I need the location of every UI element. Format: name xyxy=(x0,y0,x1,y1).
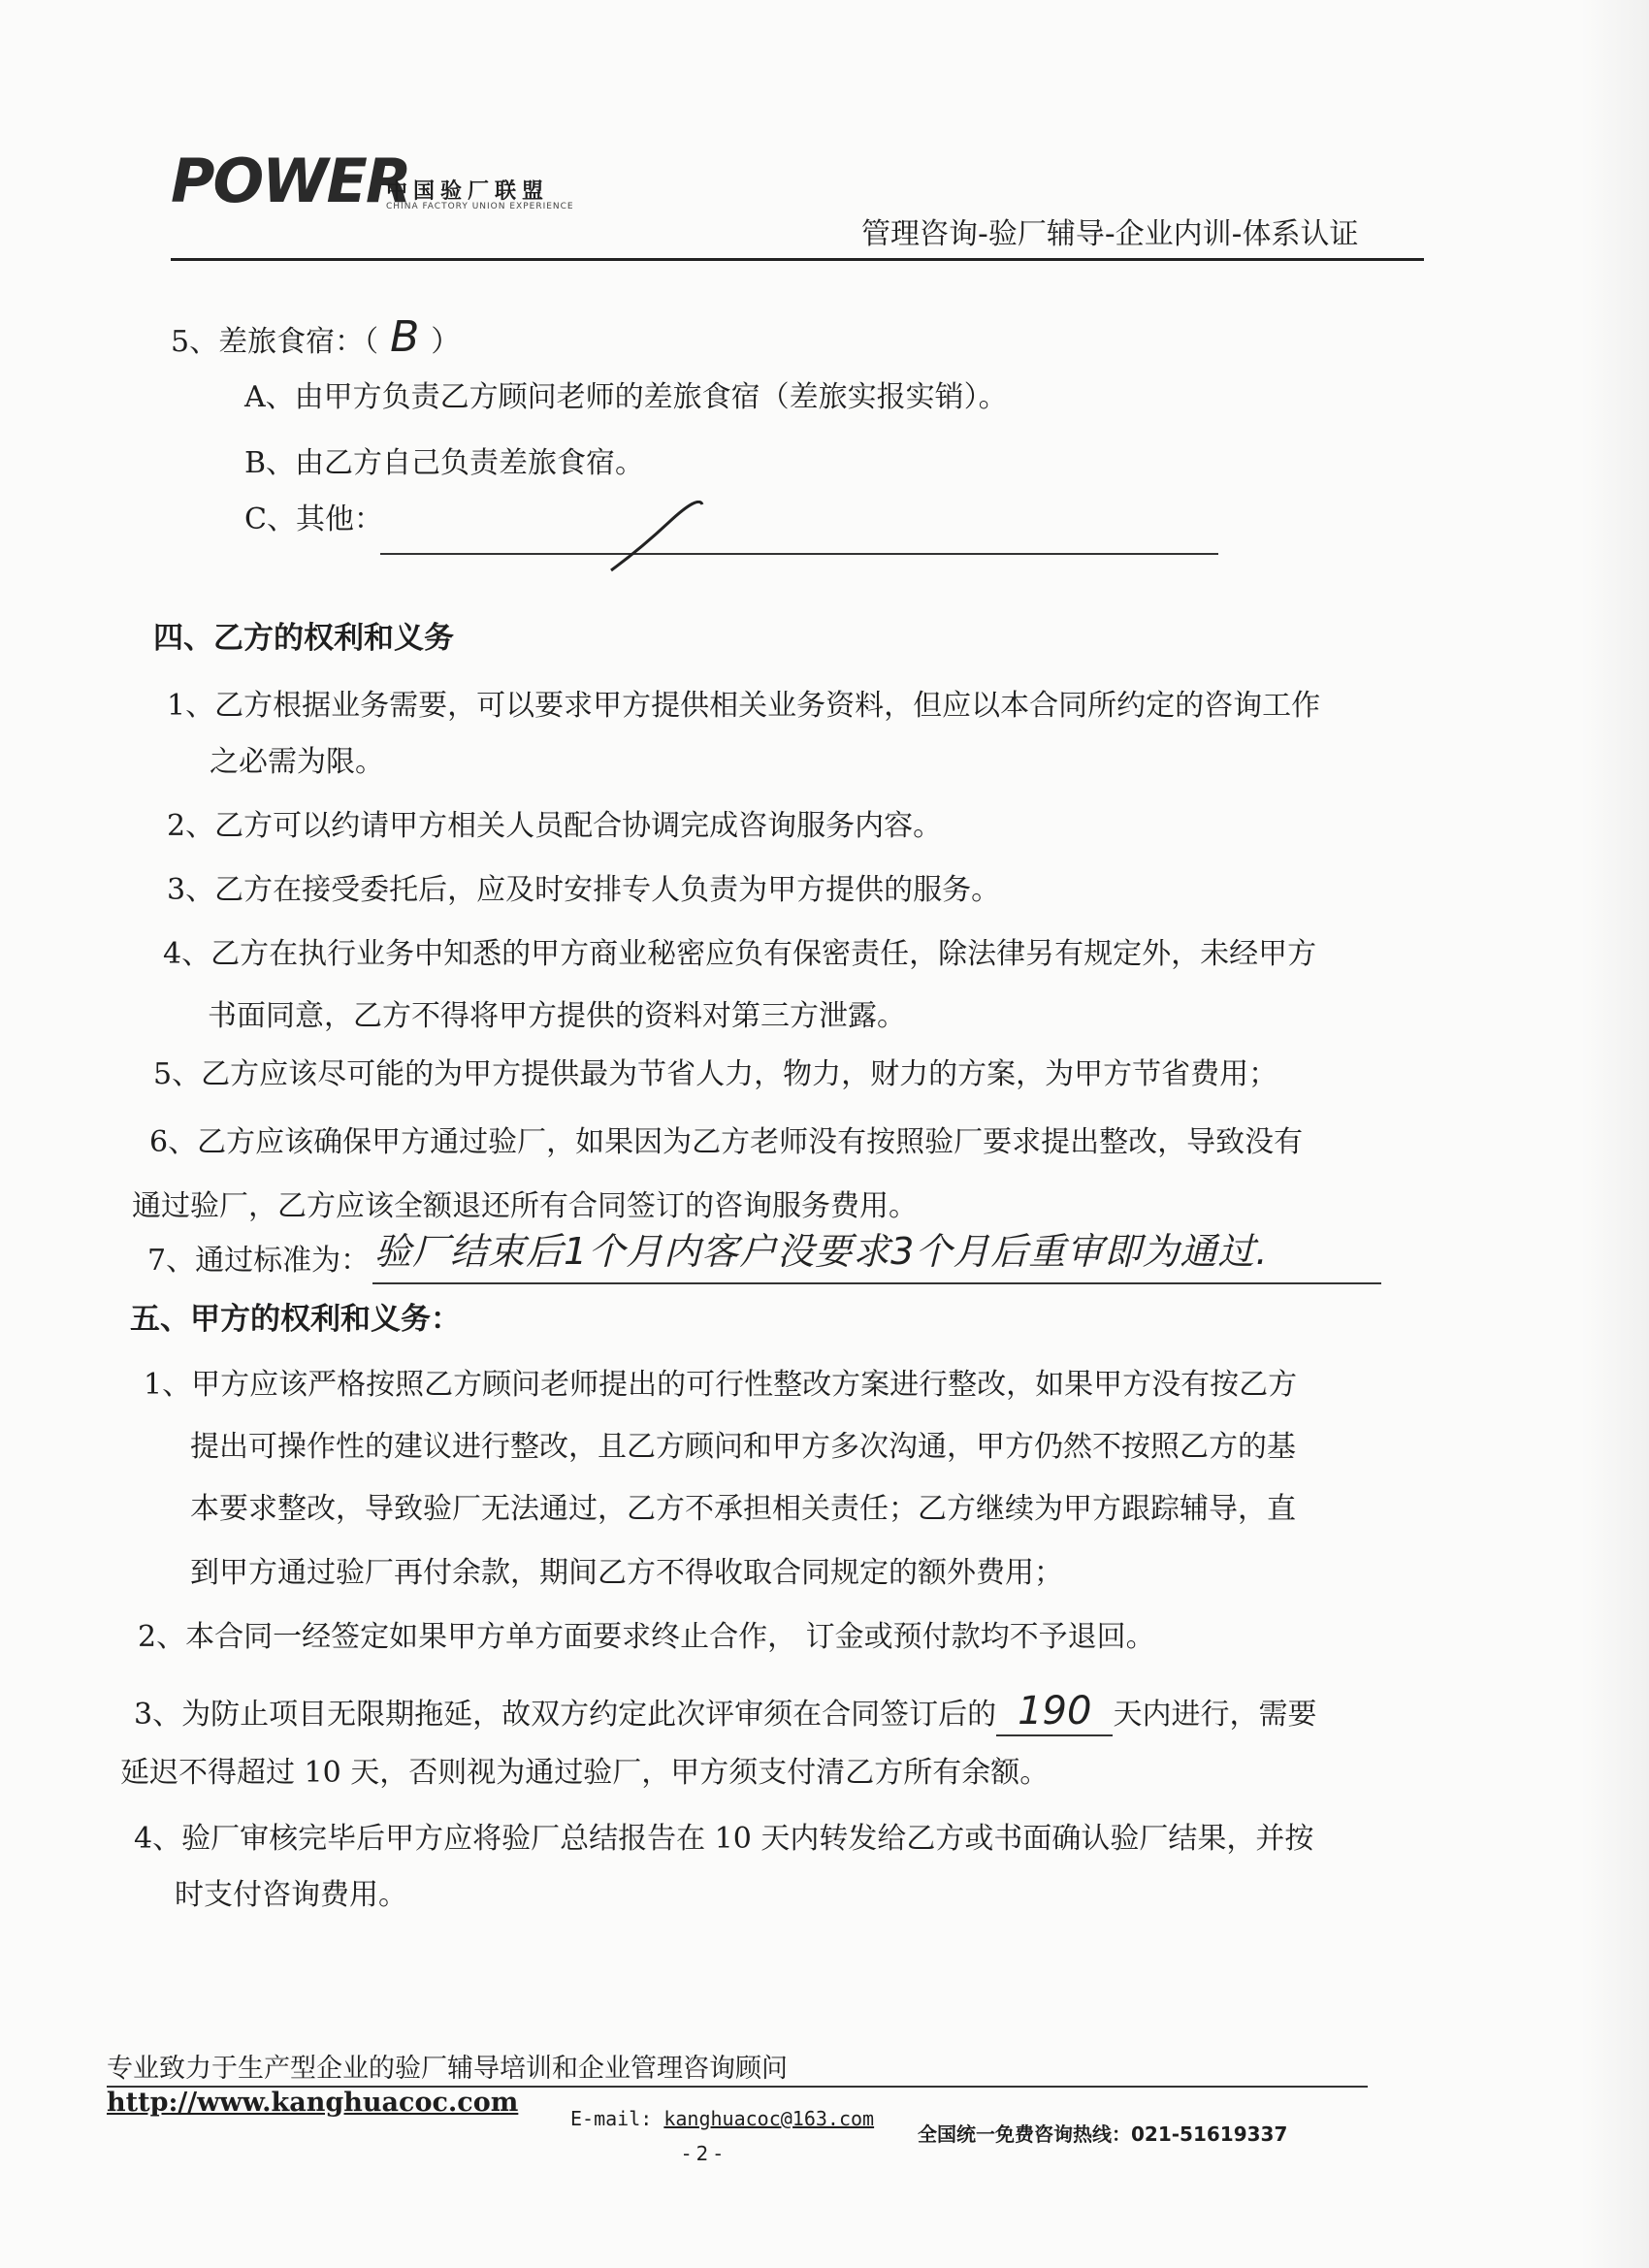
footer-website-link[interactable]: http://www.kanghuacoc.com xyxy=(107,2088,519,2118)
footer-email xyxy=(570,2107,874,2130)
party-b-item-3: 3、乙方在接受委托后，应及时安排专人负责为甲方提供的服务。 xyxy=(167,873,1001,907)
travel-option-c: C、其他： xyxy=(244,502,383,536)
footer-email-label: E-mail: xyxy=(570,2107,653,2130)
party-b-item-5: 5、乙方应该尽可能的为甲方提供最为节省人力，物力，财力的方案，为甲方节省费用； xyxy=(153,1057,1278,1091)
party-a-item-4-cont: 时支付咨询费用。 xyxy=(175,1878,407,1912)
party-b-item-4-cont: 书面同意，乙方不得将甲方提供的资料对第三方泄露。 xyxy=(208,999,906,1033)
header-tagline: 管理咨询-验厂辅导-企业内训-体系认证 xyxy=(861,217,1359,251)
footer-hotline: 全国统一免费咨询热线：021-51619337 xyxy=(918,2122,1288,2146)
party-a-item-1-cont-2: 本要求整改，导致验厂无法通过，乙方不承担相关责任；乙方继续为甲方跟踪辅导，直 xyxy=(190,1492,1296,1526)
pass-standard-line xyxy=(372,1282,1381,1284)
travel-question-label: 5、差旅食宿：（ xyxy=(171,325,379,359)
section-four-heading: 四、乙方的权利和义务 xyxy=(153,621,454,656)
footer-slogan: 专业致力于生产型企业的验厂辅导培训和企业管理咨询顾问 xyxy=(107,2054,788,2084)
party-a-item-3-tail: 天内进行，需要 xyxy=(1113,1698,1317,1732)
party-a-item-4: 4、验厂审核完毕后甲方应将验厂总结报告在 10 天内转发给乙方或书面确认验厂结果，并按 xyxy=(134,1822,1314,1856)
party-b-item-7-label: 7、通过标准为： xyxy=(147,1244,371,1278)
party-a-item-3 xyxy=(134,1688,1316,1736)
party-b-item-1-cont: 之必需为限。 xyxy=(210,745,384,779)
travel-question-close: ） xyxy=(431,325,461,359)
footer-email-link[interactable]: kanghuacoc@163.com xyxy=(663,2107,875,2130)
travel-option-b: B、由乙方自己负责差旅食宿。 xyxy=(244,446,645,480)
party-a-item-1: 1、甲方应该严格按照乙方顾问老师提出的可行性整改方案进行整改，如果甲方没有按乙方 xyxy=(144,1368,1298,1402)
party-a-item-3-text: 3、为防止项目无限期拖延，故双方约定此次评审须在合同签订后的 xyxy=(134,1698,997,1732)
party-a-item-1-cont-1: 提出可操作性的建议进行整改，且乙方顾问和甲方多次沟通，甲方仍然不按照乙方的基 xyxy=(190,1430,1296,1464)
scan-edge-shadow xyxy=(1581,0,1649,2268)
party-b-item-6-cont: 通过验厂，乙方应该全额退还所有合同签订的咨询服务费用。 xyxy=(132,1189,918,1223)
logo-chinese-name: 中国验厂联盟 xyxy=(386,179,550,204)
travel-question xyxy=(171,312,460,364)
slash-mark xyxy=(601,501,708,578)
section-five-heading: 五、甲方的权利和义务： xyxy=(130,1302,461,1337)
pass-standard-handwritten: 验厂结束后1个月内客户没要求3个月后重审即为通过. xyxy=(374,1230,1269,1273)
travel-answer-handwritten: B xyxy=(390,312,420,362)
party-b-item-6: 6、乙方应该确保甲方通过验厂，如果因为乙方老师没有按照验厂要求提出整改，导致没有 xyxy=(149,1125,1304,1159)
logo-wordmark: POWER xyxy=(171,146,410,216)
party-a-item-3-cont: 延迟不得超过 10 天，否则视为通过验厂，甲方须支付清乙方所有余额。 xyxy=(120,1756,1050,1790)
page-number: - 2 - xyxy=(683,2142,722,2165)
party-a-item-2: 2、本合同一经签定如果甲方单方面要求终止合作， 订金或预付款均不予退回。 xyxy=(138,1620,1155,1654)
travel-option-a: A、由甲方负责乙方顾问老师的差旅食宿（差旅实报实销）。 xyxy=(244,380,1008,414)
company-logo xyxy=(171,146,578,223)
party-a-item-1-cont-3: 到甲方通过验厂再付余款，期间乙方不得收取合同规定的额外费用； xyxy=(190,1556,1063,1590)
party-b-item-2: 2、乙方可以约请甲方相关人员配合协调完成咨询服务内容。 xyxy=(167,809,943,843)
header-divider xyxy=(171,258,1424,261)
party-b-item-1: 1、乙方根据业务需要，可以要求甲方提供相关业务资料，但应以本合同所约定的咨询工作 xyxy=(167,689,1321,723)
other-blank-line xyxy=(380,553,1218,555)
review-days-handwritten: 190 xyxy=(996,1688,1113,1736)
logo-subtitle: CHINA FACTORY UNION EXPERIENCE xyxy=(386,202,574,211)
party-b-item-4: 4、乙方在执行业务中知悉的甲方商业秘密应负有保密责任，除法律另有规定外，未经甲方 xyxy=(163,937,1317,971)
